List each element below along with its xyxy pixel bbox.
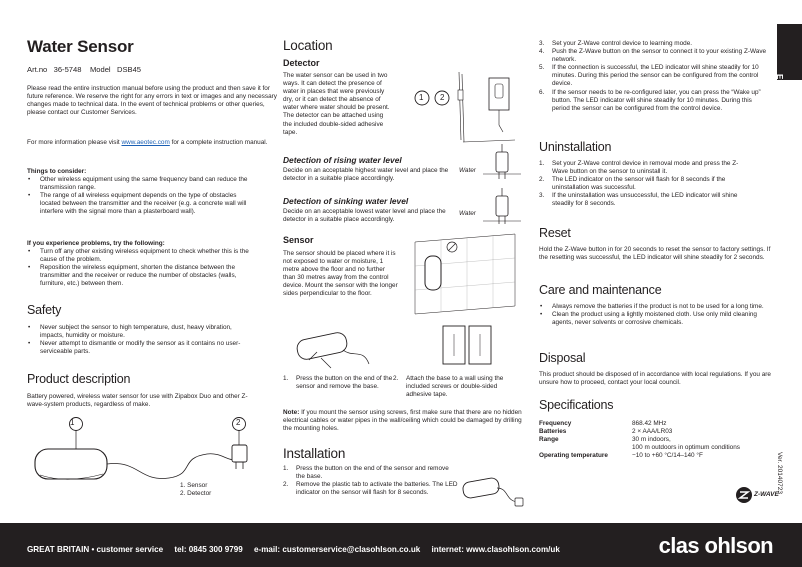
list-item: 1. Press the button on the end of the sensor and remove the base.: [283, 465, 449, 481]
location-illustration: [395, 70, 527, 150]
reset-heading: Reset: [539, 226, 571, 240]
artno-value: 36-5748: [53, 65, 82, 74]
list-item: 1. Press the button on the end of the sensor and remove the base.: [283, 375, 393, 391]
list-item: • Never subject the sensor to high temperature, dust, heavy vibration, impacts, humidity or moisture.: [27, 324, 252, 340]
water-label: Water: [459, 210, 476, 217]
uninstall-heading: Uninstallation: [539, 140, 612, 154]
artno-label: Art.no: [27, 65, 48, 74]
wall-mount-illustration: [411, 232, 523, 316]
list-item: 3. If the uninstallation was unsuccessful, the LED indicator will shine steadily for 8 seconds.: [539, 192, 738, 208]
callout-1: 1: [70, 418, 75, 427]
zwave-logo: Z-WAVE: [735, 486, 781, 506]
list-item: 2. Remove the plastic tab to activate the batteries. The LED indicator on the sensor will flash for 8 seconds.: [283, 481, 458, 497]
sinking-heading: Detection of sinking water level: [283, 196, 409, 206]
list-item: • Other wireless equipment using the same frequency band can reduce the transmission range.: [27, 176, 252, 192]
installation-list: [283, 465, 458, 497]
care-heading: Care and maintenance: [539, 283, 662, 297]
language-tab: English: [777, 24, 802, 80]
list-item: • Reposition the wireless equipment, shorten the distance between the transmitter and the receiver or reduce the number of obstacles (walls, furniture, etc.) between them.: [27, 264, 252, 288]
callout-1: 1: [419, 93, 424, 102]
parts-list: [180, 482, 211, 498]
callout-2: 2: [236, 418, 241, 427]
list-item: 5. If the connection is successful, the LED indicator will shine steadily for 10 minutes. During this period the sensor can be configured from the control device.: [539, 64, 759, 88]
spec-row: Batteries 2 × AAA/LR03: [539, 428, 673, 436]
footer: [0, 523, 802, 567]
spec-row: Operating temperature −10 to +60 °C/14–140 °F: [539, 452, 703, 460]
product-text: Battery powered, wireless water sensor for use with Zipabox Duo and other Z-wave-system products, regardless of make.: [27, 393, 248, 409]
installation-illustration: [459, 472, 529, 510]
callout-2: 2: [440, 93, 445, 102]
footer-email: e-mail: customerservice@clasohlson.co.uk: [254, 545, 421, 554]
specs-heading: Specifications: [539, 398, 614, 412]
list-item: 2. Attach the base to a wall using the included screws or double-sided adhesive tape.: [393, 375, 504, 399]
list-item: 6. If the sensor needs to be re-configured later, you can press the “Wake up” button. The LED indicator will shine steadily for 10 minutes. During this period the sensor can be configured from the control device.: [539, 88, 761, 112]
more-info-text: For more information please visit www.aeotec.com for a complete instruction manual.: [27, 139, 268, 146]
article-line: [27, 65, 141, 74]
disposal-text: This product should be disposed of in accordance with local regulations. If you are unsure how to proceed, contact your local council.: [539, 371, 771, 387]
list-item: 1. Set your Z-Wave control device in removal mode and press the Z-Wave button on the sensor to uninstall it.: [539, 160, 739, 176]
list-item: 2. Detector: [180, 490, 212, 498]
disposal-heading: Disposal: [539, 351, 586, 365]
spec-row: Range 30 m indoors,: [539, 436, 671, 444]
list-item: 2. The LED indicator on the sensor will flash for 8 seconds if the uninstallation was successful.: [539, 176, 726, 192]
care-list: [539, 303, 764, 327]
sinking-text: Decide on an acceptable lowest water level and place the detector in a suitable place accordingly.: [283, 208, 446, 224]
detector-heading: Detector: [283, 58, 320, 68]
list-item: • Turn off any other existing wireless equipment to check whether this is the cause of the problem.: [27, 248, 252, 264]
mount-step-2: [393, 375, 513, 399]
sensor-heading: Sensor: [283, 235, 314, 245]
model-value: DSB45: [116, 65, 142, 74]
sensor-text: The sensor should be placed where it is not exposed to water or moisture, 1 metre above the floor and no further than 30 metres away from the control device. Mount the sensor with the longer sides perpendicular to the floor.: [283, 250, 398, 298]
rising-heading: Detection of rising water level: [283, 155, 402, 165]
footer-tel: tel: 0845 300 9799: [174, 545, 243, 554]
list-item: 4. Push the Z-Wave button on the sensor to connect it to your existing Z-Wave network.: [539, 48, 767, 64]
safety-heading: Safety: [27, 303, 62, 317]
clas-ohlson-logo: clas ohlson: [658, 533, 773, 558]
sinking-detector-illustration: [483, 188, 523, 230]
footer-country: GREAT BRITAIN • customer service: [27, 545, 164, 554]
footer-contact: [27, 545, 569, 554]
uninstall-list: [539, 160, 754, 209]
list-item: 3. Set your Z-Wave control device to learning mode.: [539, 40, 693, 47]
problems-list: [27, 248, 252, 288]
location-heading: Location: [283, 38, 333, 53]
aeotec-link[interactable]: www.aeotec.com: [121, 139, 170, 146]
version-label: Ver. 20140723: [776, 452, 783, 494]
problems-heading: If you experience problems, try the following:: [27, 240, 165, 247]
list-item: • Clean the product using a lightly moistened cloth. Use only mild cleaning agents, never solvents or corrosive chemicals.: [539, 311, 764, 327]
reset-text: Hold the Z-Wave button in for 20 seconds to reset the sensor to factory settings. If the resetting was successful, the LED indicator will shine steadily for 2 seconds.: [539, 246, 771, 262]
water-label: Water: [459, 167, 476, 174]
list-item: • The range of all wireless equipment depends on the type of obstacles located between the transmitter and the receiver (e.g. a concrete wall will interfere with the signal more than a plasterboard wall).: [27, 192, 252, 216]
mount-step-1: [283, 375, 393, 391]
footer-internet: internet: www.clasohlson.com/uk: [431, 545, 560, 554]
rising-detector-illustration: [483, 144, 523, 186]
installation-list-continued: [539, 40, 771, 113]
list-item: • Always remove the batteries if the product is not to be used for a long time.: [539, 303, 764, 311]
page-title: Water Sensor: [27, 37, 134, 56]
zwave-icon: [735, 486, 753, 504]
list-item: • Never attempt to dismantle or modify the sensor as it contains no user-serviceable parts.: [27, 340, 252, 356]
things-heading: Things to consider:: [27, 168, 87, 175]
installation-heading: Installation: [283, 446, 346, 461]
detector-text: The water sensor can be used in two ways. It can detect the presence of water in places that were previously dry, or it can detect the absence of water where water should be present. The detector can be attached using the included double-sided adhesive tape.: [283, 72, 390, 136]
intro-text: Please read the entire instruction manual before using the product and then save it for future reference. We reserve the right for any errors in text or images and any necessary changes made to technical data. In the event of technical problems or other queries, please contact our Customer Services.: [27, 85, 277, 117]
spec-row: 100 m outdoors in optimum conditions: [632, 444, 740, 452]
things-list: [27, 176, 252, 216]
rising-text: Decide on an acceptable highest water level and place the detector in a suitable place accordingly.: [283, 167, 449, 183]
product-heading: Product description: [27, 372, 131, 386]
safety-list: [27, 324, 252, 356]
mount-steps-illustration: [293, 322, 529, 374]
spec-row: Frequency 868.42 MHz: [539, 420, 667, 427]
note-text: Note: If you mount the sensor using screws, first make sure that there are no hidden electrical cables or water pipes in the wall/ceiling which could be damaged by drilling the mounting holes.: [283, 409, 522, 433]
model-label: Model: [89, 65, 111, 74]
list-item: 1. Sensor: [180, 482, 208, 489]
specs-table: [539, 420, 775, 460]
